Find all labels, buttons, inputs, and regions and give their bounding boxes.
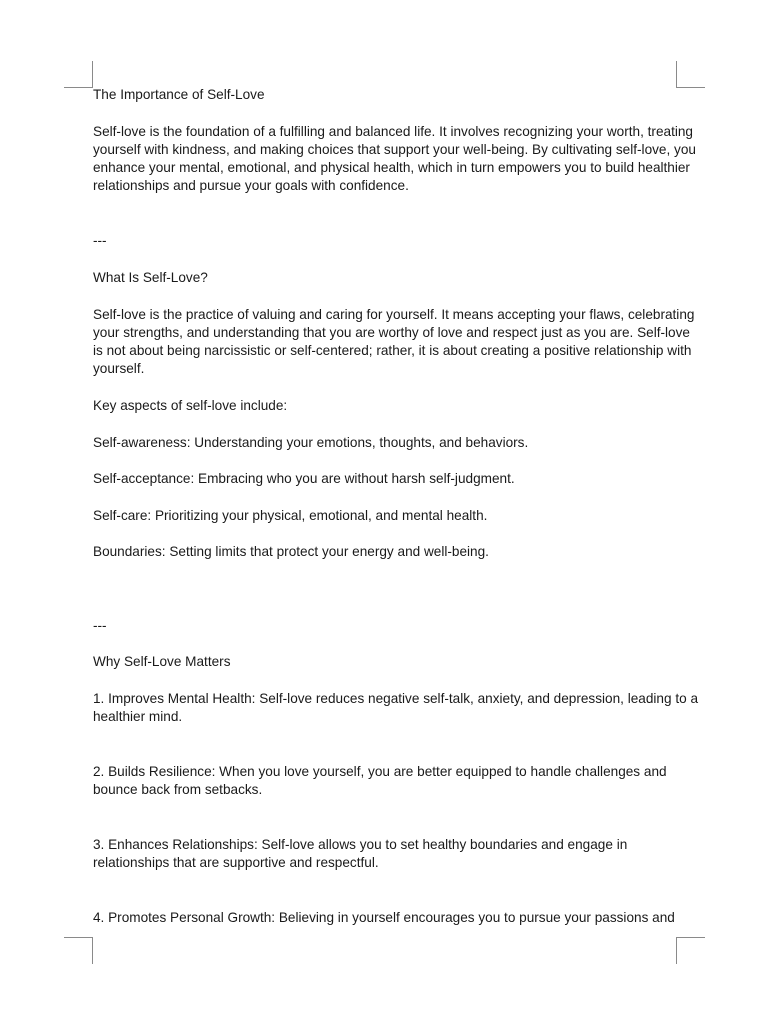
section-separator: --- [93,233,107,249]
crop-mark-bottom-left [64,937,93,964]
document-title: The Importance of Self-Love [93,87,265,102]
section-heading-what-is-self-love: What Is Self-Love? [93,269,208,285]
numbered-point: 1. Improves Mental Health: Self-love reduces negative self-talk, anxiety, and depression, leading to a healthier mind. [93,690,699,725]
section-separator: --- [93,617,107,633]
numbered-point: 3. Enhances Relationships: Self-love allows you to set healthy boundaries and engage in relationships that are supportive and respectful. [93,837,628,871]
crop-mark-top-right [676,61,705,88]
aspects-intro: Key aspects of self-love include: [93,398,288,414]
crop-mark-top-left [64,61,93,88]
numbered-point: 4. Promotes Personal Growth: Believing in yourself encourages you to pursue your passions and [93,910,675,926]
crop-mark-bottom-right [676,937,705,964]
section-heading-why-self-love-matters: Why Self-Love Matters [93,654,231,670]
aspect-item: Self-care: Prioritizing your physical, emotional, and mental health. [93,507,488,523]
intro-paragraph: Self-love is the foundation of a fulfilling and balanced life. It involves recognizing your worth, treating yourself with kindness, and making choices that support your well-being. By cultivating self-love, you enhance your mental, emotional, and physical health, which in turn empowers you to build healthier relationships and pursue your goals with confidence. [93,123,696,194]
aspect-item: Boundaries: Setting limits that protect your energy and well-being. [93,544,489,560]
document-body [93,86,698,928]
numbered-point: 2. Builds Resilience: When you love yourself, you are better equipped to handle challenges and bounce back from setbacks. [93,763,667,798]
aspect-item: Self-awareness: Understanding your emotions, thoughts, and behaviors. [93,434,529,450]
aspect-item: Self-acceptance: Embracing who you are without harsh self-judgment. [93,471,515,487]
what-is-self-love-paragraph: Self-love is the practice of valuing and caring for yourself. It means accepting your flaws, celebrating your strengths, and understanding that you are worthy of love and respect just as you are. Self-love is not about being narcissistic or self-centered; rather, it is about creating a positive relationship with yourself. [93,306,695,377]
